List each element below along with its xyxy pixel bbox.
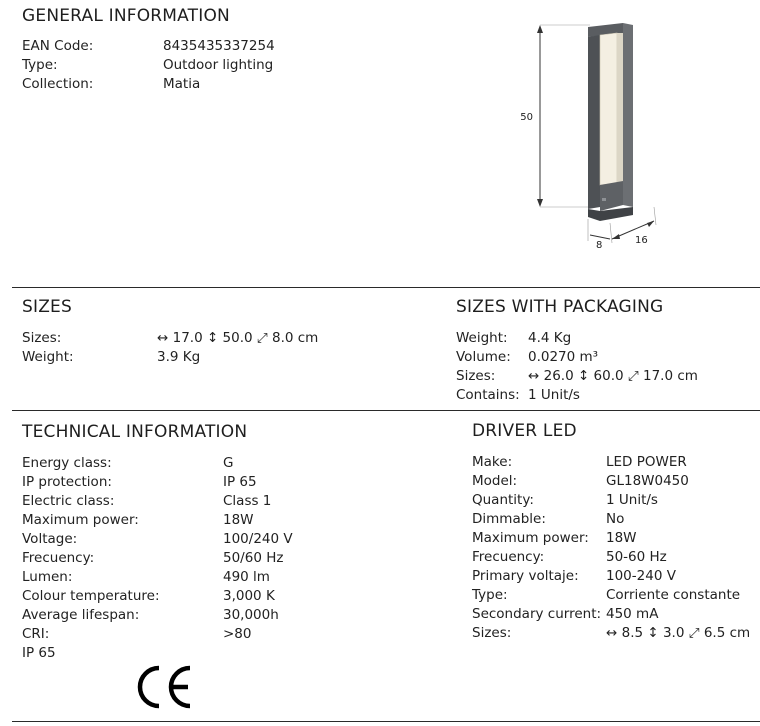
technical-value: Class 1 <box>223 493 272 509</box>
arrow-icon <box>612 234 620 239</box>
driver-label: Sizes: <box>472 625 512 641</box>
driver-value: 1 Unit/s <box>606 492 658 508</box>
sizes-label: Weight: <box>22 349 74 365</box>
general-row-type <box>22 56 322 75</box>
packaging-label: Volume: <box>456 349 511 365</box>
technical-row <box>22 606 442 625</box>
technical-value: >80 <box>223 626 252 642</box>
driver-row <box>472 453 757 472</box>
technical-row <box>22 473 442 492</box>
lamp-left-post <box>588 35 600 209</box>
arrow-down-icon <box>537 199 543 207</box>
technical-value: 490 lm <box>223 569 270 585</box>
driver-value: 450 mA <box>606 606 659 622</box>
ip-note: IP 65 <box>22 645 56 661</box>
lamp-right-post <box>623 23 633 207</box>
packaging-label: Sizes: <box>456 368 496 384</box>
technical-value: G <box>223 455 234 471</box>
general-label: Collection: <box>22 76 94 92</box>
technical-value: 3,000 K <box>223 588 275 604</box>
technical-row <box>22 568 442 587</box>
sizes-title: SIZES <box>22 297 72 317</box>
driver-label: Model: <box>472 473 518 489</box>
general-value: Outdoor lighting <box>163 57 274 73</box>
driver-row <box>472 586 757 605</box>
packaging-row-contains <box>456 386 756 405</box>
technical-label: Average lifespan: <box>22 607 140 623</box>
packaging-value: 4.4 Kg <box>528 330 572 346</box>
driver-led-title: DRIVER LED <box>472 421 577 441</box>
driver-value: No <box>606 511 625 527</box>
packaging-row-sizes <box>456 367 756 386</box>
driver-label: Frecuency: <box>472 549 545 565</box>
depth-label: 8 <box>596 240 603 251</box>
technical-value: IP 65 <box>223 474 257 490</box>
driver-row <box>472 491 757 510</box>
technical-label: Lumen: <box>22 569 73 585</box>
general-information-title: GENERAL INFORMATION <box>22 6 230 26</box>
ce-mark-icon <box>135 664 195 710</box>
driver-value: 50-60 Hz <box>606 549 667 565</box>
general-value: Matia <box>163 76 201 92</box>
driver-row <box>472 624 757 643</box>
driver-label: Type: <box>472 587 508 603</box>
product-dimension-drawing <box>520 15 680 255</box>
lamp-base-front <box>600 181 623 211</box>
technical-label: Electric class: <box>22 493 115 509</box>
packaging-value: 1 Unit/s <box>528 387 580 403</box>
driver-row <box>472 605 757 624</box>
driver-label: Dimmable: <box>472 511 546 527</box>
technical-label: Frecuency: <box>22 550 95 566</box>
packaging-row-weight <box>456 329 756 348</box>
driver-row <box>472 548 757 567</box>
driver-row <box>472 510 757 529</box>
packaging-label: Weight: <box>456 330 508 346</box>
extension-line <box>610 223 612 243</box>
technical-label: Energy class: <box>22 455 112 471</box>
driver-value: LED POWER <box>606 454 687 470</box>
lamp-screw <box>602 198 606 201</box>
technical-row <box>22 492 442 511</box>
packaging-value: 0.0270 m³ <box>528 349 599 365</box>
sizes-row-sizes <box>22 329 422 348</box>
lamp-diffuser <box>600 33 617 185</box>
technical-label: CRI: <box>22 626 50 642</box>
technical-row <box>22 549 442 568</box>
section-divider <box>12 721 760 722</box>
driver-row <box>472 567 757 586</box>
driver-value: GL18W0450 <box>606 473 689 489</box>
sizes-row-weight <box>22 348 422 367</box>
driver-label: Make: <box>472 454 513 470</box>
technical-label: Maximum power: <box>22 512 139 528</box>
technical-value: 18W <box>223 512 254 528</box>
driver-value: 18W <box>606 530 637 546</box>
technical-row <box>22 625 442 644</box>
arrow-icon <box>647 221 654 227</box>
technical-row <box>22 530 442 549</box>
technical-row <box>22 454 442 473</box>
driver-value: ↔ 8.5 ↕ 3.0 ⤢ 6.5 cm <box>606 625 751 641</box>
packaging-label: Contains: <box>456 387 520 403</box>
section-divider <box>12 410 760 411</box>
packaging-title: SIZES WITH PACKAGING <box>456 297 664 317</box>
height-label: 50 <box>520 112 533 123</box>
driver-label: Quantity: <box>472 492 534 508</box>
lamp-diffuser-edge <box>617 33 623 183</box>
sizes-label: Sizes: <box>22 330 62 346</box>
arrow-up-icon <box>537 25 543 33</box>
sizes-value: ↔ 17.0 ↕ 50.0 ⤢ 8.0 cm <box>157 330 319 346</box>
extension-line <box>654 207 656 225</box>
technical-label: Colour temperature: <box>22 588 160 604</box>
driver-label: Maximum power: <box>472 530 589 546</box>
packaging-row-volume <box>456 348 756 367</box>
sizes-value: 3.9 Kg <box>157 349 201 365</box>
general-row-collection <box>22 75 322 94</box>
technical-row <box>22 511 442 530</box>
depth-dimension-line <box>590 235 610 239</box>
technical-information-title: TECHNICAL INFORMATION <box>22 422 248 442</box>
driver-value: 100-240 V <box>606 568 676 584</box>
technical-value: 100/240 V <box>223 531 293 547</box>
lamp-base <box>588 207 633 221</box>
technical-value: 50/60 Hz <box>223 550 284 566</box>
driver-label: Secondary current: <box>472 606 602 622</box>
general-label: Type: <box>22 57 58 73</box>
ce-logo-graphic <box>135 664 195 710</box>
packaging-value: ↔ 26.0 ↕ 60.0 ⤢ 17.0 cm <box>528 368 698 384</box>
general-row-ean <box>22 37 322 56</box>
general-value: 8435435337254 <box>163 38 275 54</box>
driver-row <box>472 529 757 548</box>
general-label: EAN Code: <box>22 38 94 54</box>
driver-value: Corriente constante <box>606 587 741 603</box>
technical-label: Voltage: <box>22 531 78 547</box>
technical-label: IP protection: <box>22 474 112 490</box>
section-divider <box>12 287 760 288</box>
width-label: 16 <box>635 235 648 246</box>
technical-row <box>22 587 442 606</box>
technical-value: 30,000h <box>223 607 279 623</box>
driver-label: Primary voltaje: <box>472 568 579 584</box>
driver-row <box>472 472 757 491</box>
